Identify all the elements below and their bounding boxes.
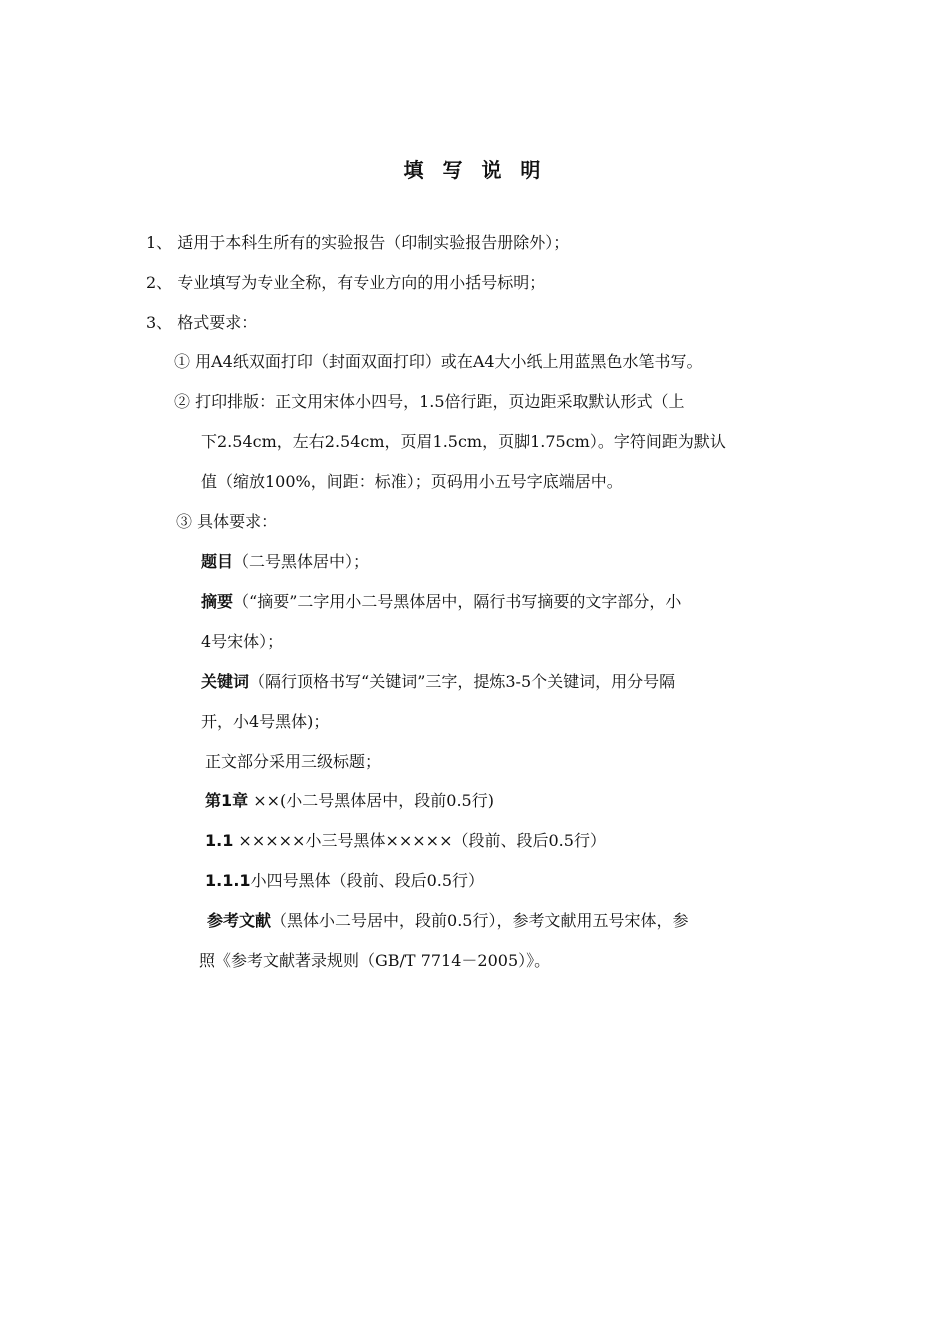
spec-keywords-label: 关键词 [201,672,250,691]
spec-keywords-line-2: 开，小4号黑体)； [201,712,330,731]
spec-chapter-line [205,791,494,811]
instruction-item-1: 1、 适用于本科生所有的实验报告（印制实验报告册除外）； [146,233,570,252]
spec-title-text: （二号黑体居中）； [233,552,370,571]
spec-abstract-line-1 [201,592,681,612]
spec-subsection-text: 小四号黑体（段前、段后0.5行） [250,871,485,890]
spec-body-levels: 正文部分采用三级标题； [205,752,382,771]
spec-chapter-label: 第1章 [205,791,249,810]
spec-references-label: 参考文献 [207,911,272,930]
spec-abstract-label: 摘要 [201,592,234,611]
spec-section-text: ×××××小三号黑体×××××（段前、段后0.5行） [233,831,606,850]
spec-references-line-1 [207,911,688,931]
spec-keywords-text: （隔行顶格书写“关键词”三字，提炼3-5个关键词，用分号隔 [249,672,676,691]
format-requirement-1: ① 用A4纸双面打印（封面双面打印）或在A4大小纸上用蓝黑色水笔书写。 [174,352,703,371]
spec-section-line [205,831,606,851]
format-requirement-2-line-3: 值（缩放100%，间距：标准）；页码用小五号字底端居中。 [201,472,623,491]
spec-abstract-line-2: 4号宋体）； [201,632,284,651]
page-title: 填 写 说 明 [403,158,547,182]
spec-references-text: （黑体小二号居中，段前0.5行），参考文献用五号宋体，参 [271,911,689,930]
spec-keywords-line-1 [201,672,675,692]
spec-abstract-text: （“摘要”二字用小二号黑体居中，隔行书写摘要的文字部分，小 [233,592,682,611]
spec-section-label: 1.1 [205,831,234,850]
spec-references-line-2: 照《参考文献著录规则（GB/T 7714－2005）》。 [199,951,551,970]
format-requirement-2-line-2: 下2.54cm，左右2.54cm，页眉1.5cm，页脚1.75cm）。字符间距为默认 [201,432,726,451]
spec-subsection-label: 1.1.1 [205,871,251,890]
format-requirement-3: ③ 具体要求： [176,512,278,531]
instruction-item-2: 2、 专业填写为专业全称，有专业方向的用小括号标明； [146,273,546,292]
instruction-item-3: 3、 格式要求： [146,313,258,332]
spec-subsection-line [205,871,484,891]
format-requirement-2-line-1: ② 打印排版：正文用宋体小四号，1.5倍行距，页边距采取默认形式（上 [174,392,685,411]
spec-title-label: 题目 [201,552,234,571]
spec-chapter-text: ××(小二号黑体居中，段前0.5行) [248,791,494,810]
spec-title-line [201,552,369,572]
